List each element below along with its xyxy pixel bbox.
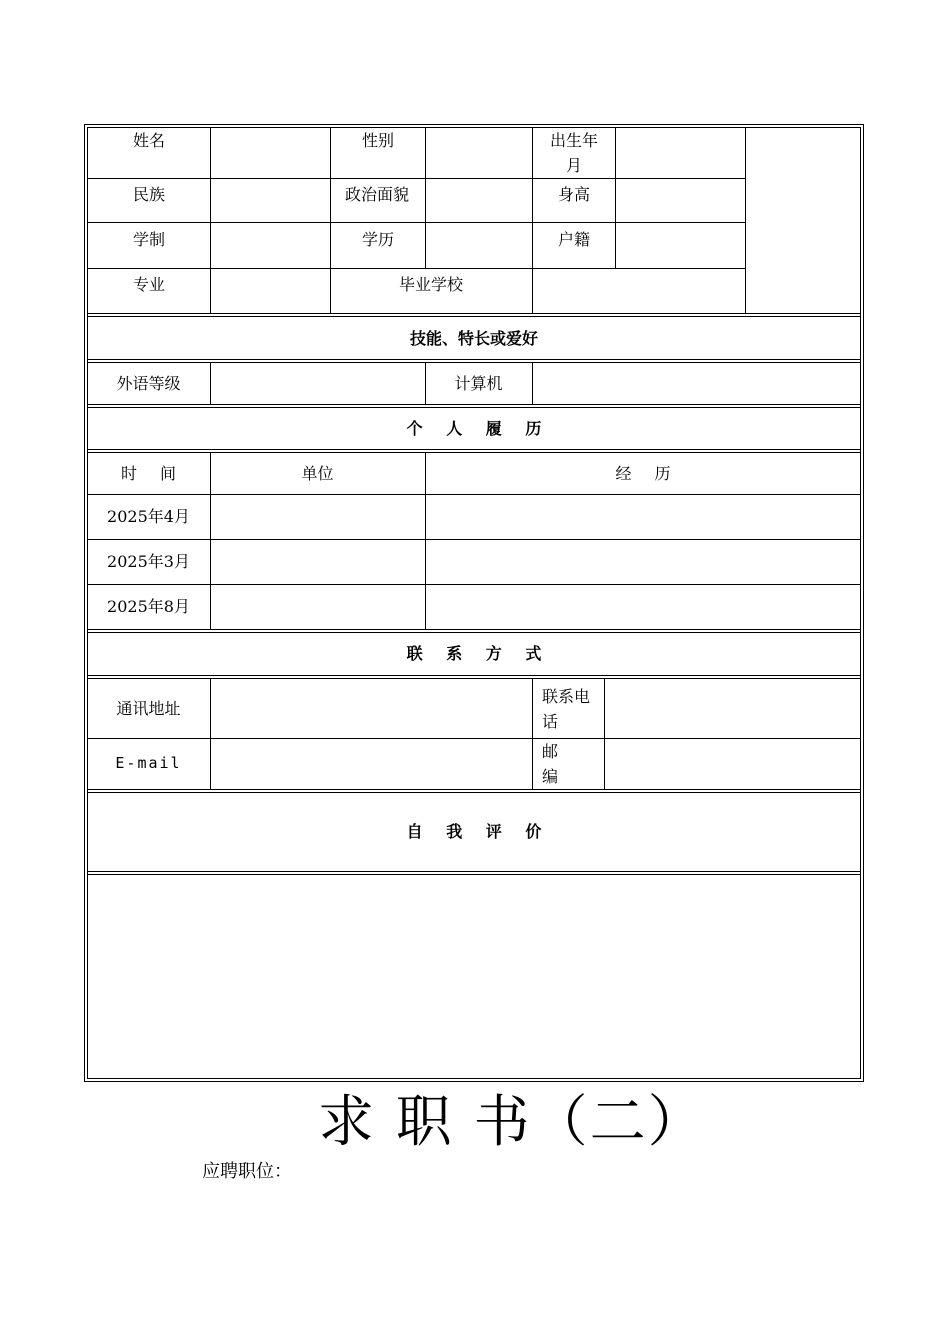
col-experience-header: 经 历 — [615, 463, 671, 483]
rule — [87, 268, 746, 269]
birth-label-line2: 月 — [566, 156, 583, 175]
rule — [87, 449, 861, 450]
hukou-label: 户籍 — [558, 230, 591, 249]
rule — [87, 629, 861, 630]
education-label: 学历 — [362, 230, 395, 249]
rule — [210, 127, 211, 313]
rule — [745, 127, 746, 313]
rule — [87, 359, 861, 360]
birth-label-line1: 出生年 — [550, 131, 599, 150]
computer-label: 计算机 — [454, 373, 503, 393]
rule — [532, 127, 533, 313]
graduate-school-label: 毕业学校 — [399, 275, 464, 294]
col-time-header: 时 间 — [120, 463, 177, 483]
address-label: 通讯地址 — [116, 698, 181, 718]
contact-header: 联 系 方 式 — [406, 644, 542, 663]
rule — [87, 871, 861, 872]
rule — [87, 313, 861, 314]
self-evaluation-header: 自 我 评 价 — [406, 822, 542, 841]
rule — [87, 874, 861, 875]
rule — [87, 404, 861, 405]
language-level-label: 外语等级 — [116, 373, 181, 393]
rule — [210, 362, 211, 404]
rule — [210, 678, 211, 789]
political-status-label: 政治面貌 — [345, 185, 410, 204]
rule — [532, 362, 533, 404]
height-label: 身高 — [558, 185, 591, 204]
postcode-label-line1: 邮 — [542, 742, 559, 761]
resume-row-time: 2025年3月 — [107, 552, 190, 571]
rule — [330, 127, 331, 313]
postcode-label-line2: 编 — [542, 767, 559, 786]
rule — [87, 222, 746, 223]
resume-header: 个 人 履 历 — [406, 418, 542, 438]
skills-header: 技能、特长或爱好 — [409, 328, 538, 348]
schooling-label: 学制 — [133, 230, 166, 249]
resume-row-time: 2025年8月 — [107, 597, 190, 616]
position-applied-label: 应聘职位： — [202, 1161, 292, 1182]
rule — [87, 178, 746, 179]
major-label: 专业 — [133, 275, 166, 294]
page-title: 求 职 书（二） — [318, 1090, 706, 1155]
rule — [532, 678, 533, 789]
phone-label-line2: 话 — [542, 712, 559, 731]
rule — [615, 127, 616, 268]
col-unit-header: 单位 — [301, 463, 334, 483]
rule — [425, 127, 426, 268]
gender-label: 性别 — [362, 131, 395, 150]
name-label: 姓名 — [133, 131, 166, 150]
email-label: E-mail — [115, 754, 182, 772]
phone-label-line1: 联系电 — [542, 687, 591, 706]
rule — [87, 789, 861, 790]
ethnicity-label: 民族 — [133, 185, 166, 204]
resume-row-time: 2025年4月 — [107, 507, 190, 526]
rule — [87, 675, 861, 676]
rule — [604, 678, 605, 789]
